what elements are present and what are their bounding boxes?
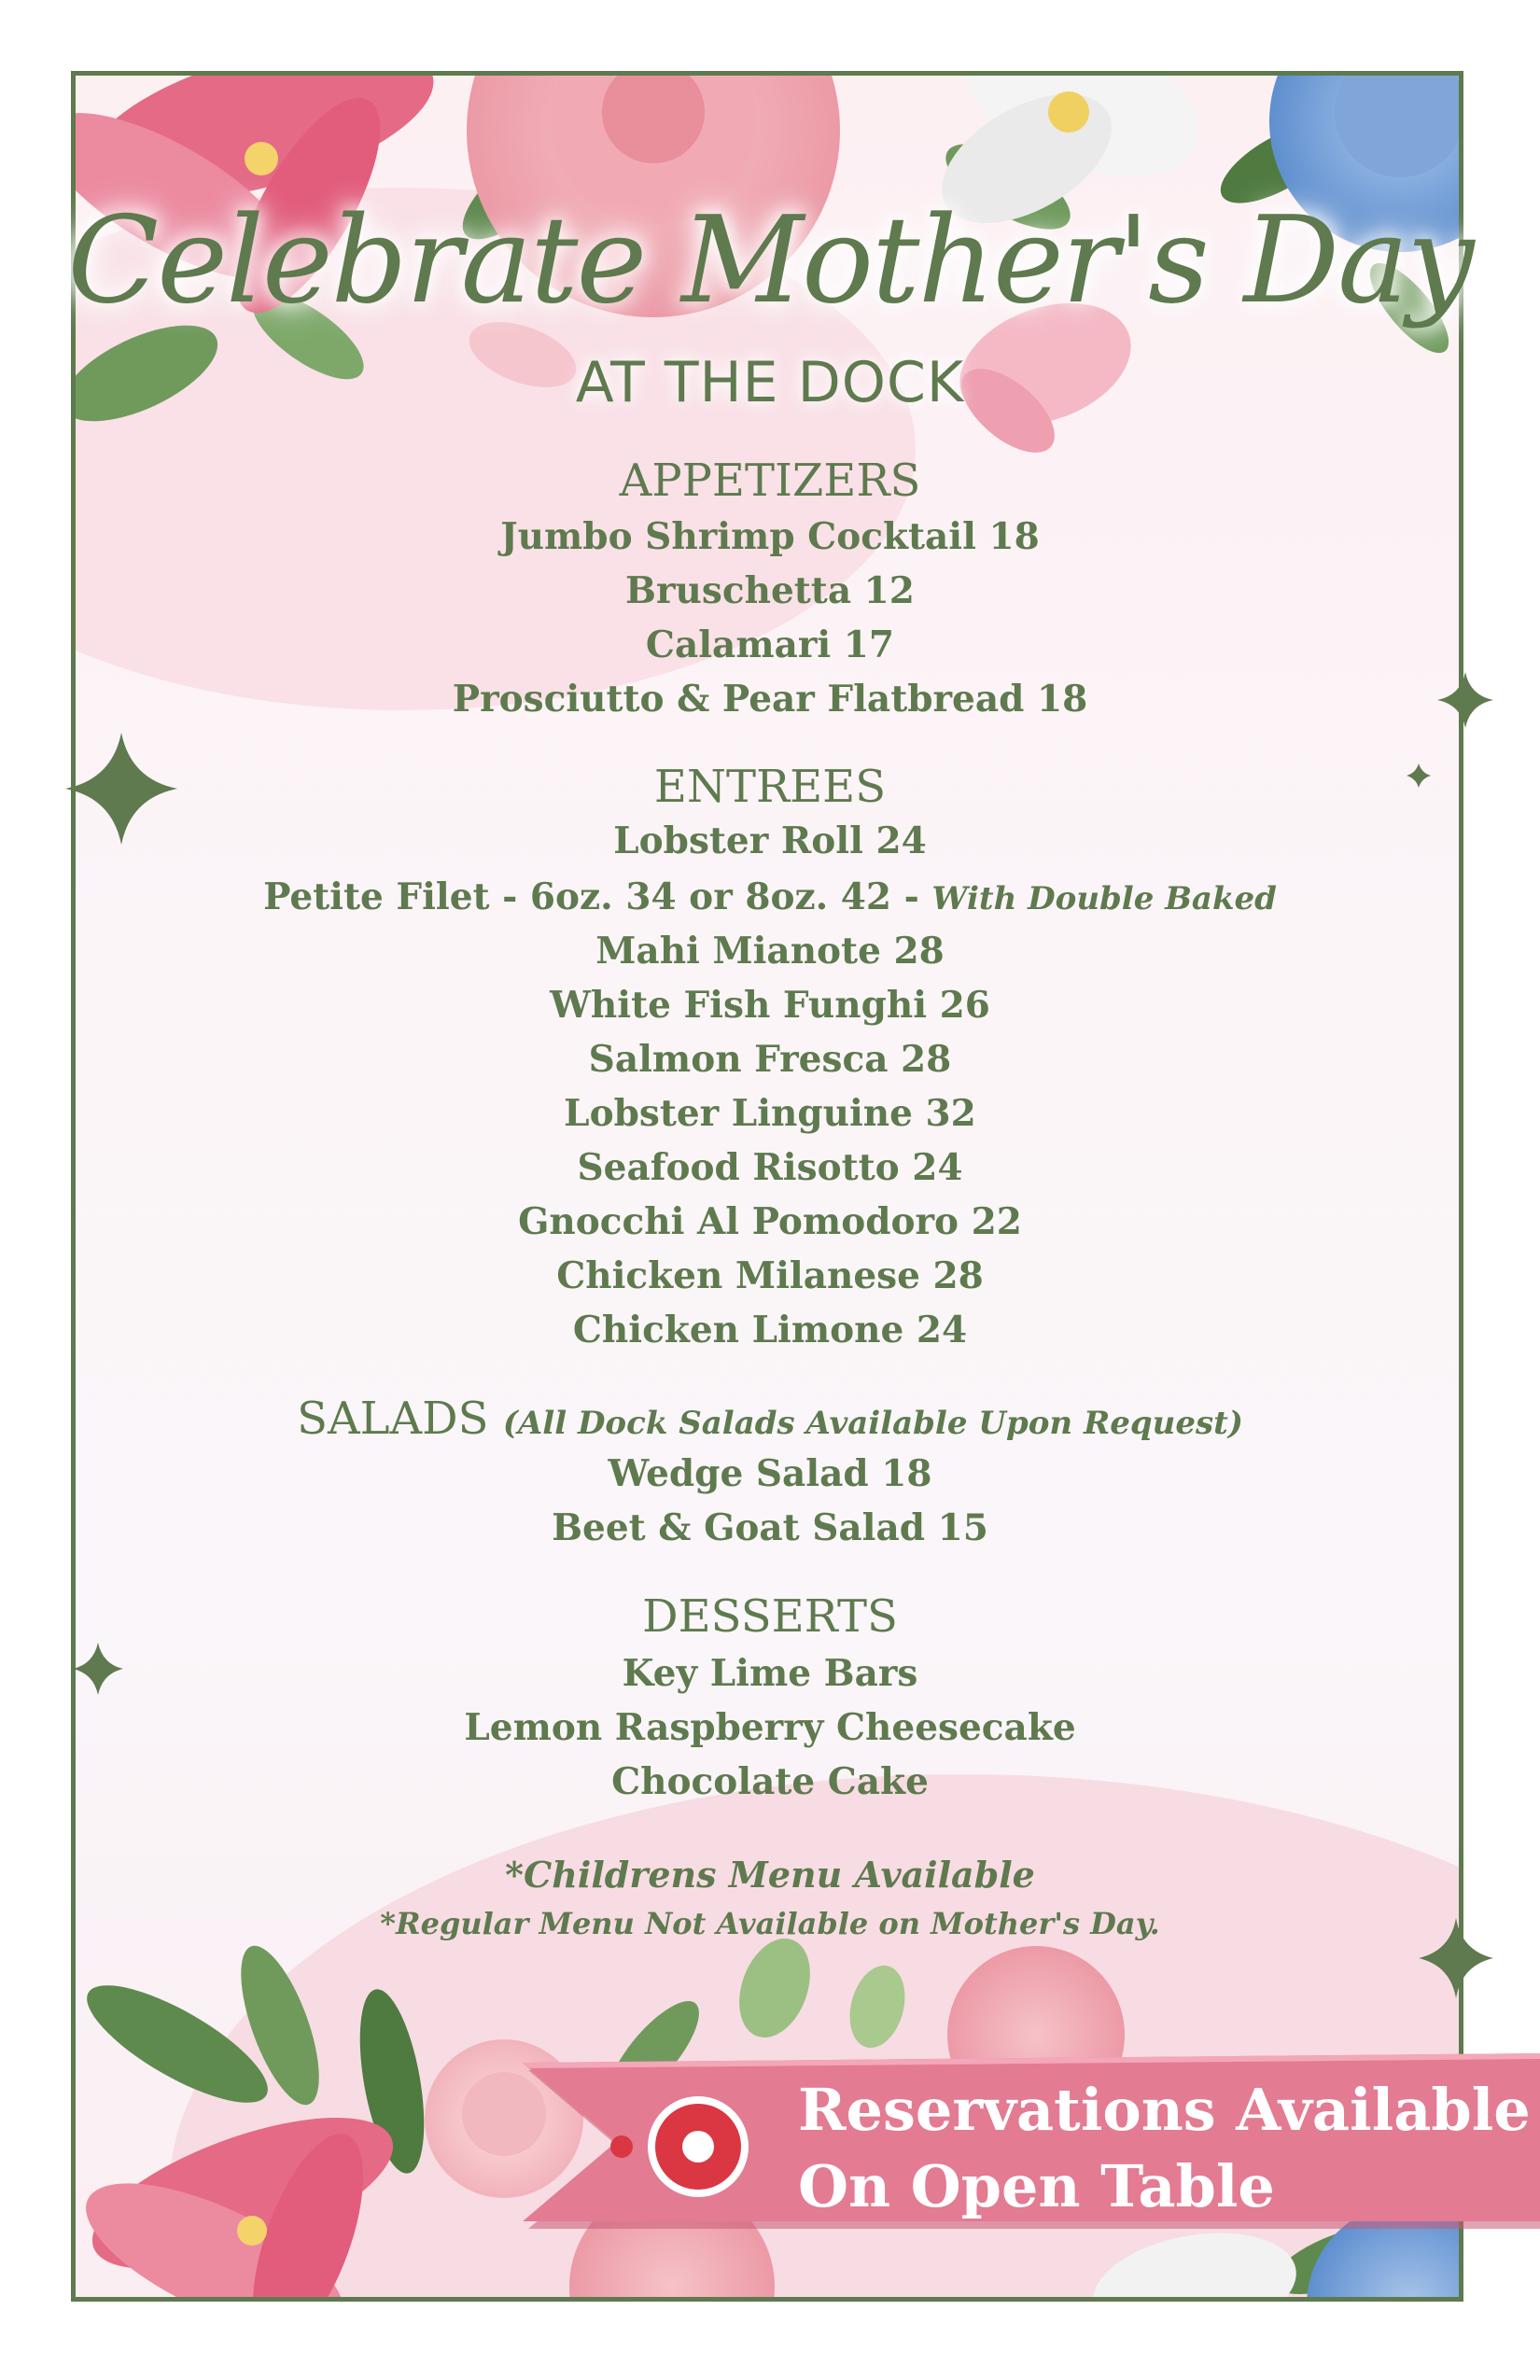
menu-item: Chicken Milanese 28 (556, 1254, 984, 1297)
salads-heading: SALADS (297, 1393, 489, 1445)
filet-item-label: Petite Filet - 6oz. 34 or 8oz. 42 - (263, 875, 919, 918)
opentable-logo-icon (607, 2091, 775, 2203)
menu-item: Lobster Linguine 32 (564, 1092, 976, 1135)
menu-item: Prosciutto & Pear Flatbread 18 (452, 678, 1088, 721)
menu-subtitle: AT THE DOCK (575, 350, 965, 415)
salads-heading-row (0, 1393, 1540, 1445)
menu-item: Lobster Roll 24 (613, 819, 927, 862)
entrees-heading: ENTREES (653, 761, 887, 813)
menu-item: White Fish Funghi 26 (550, 984, 990, 1027)
filet-item-note: With Double Baked (931, 880, 1277, 917)
menu-item-filet (0, 875, 1540, 918)
appetizers-heading: APPETIZERS (619, 455, 921, 507)
menu-item: Bruschetta 12 (625, 569, 915, 612)
childrens-menu-note: *Childrens Menu Available (505, 1854, 1035, 1896)
regular-menu-note: *Regular Menu Not Available on Mother's Day. (380, 1906, 1160, 1941)
menu-item: Key Lime Bars (622, 1652, 918, 1695)
menu-item: Salmon Fresca 28 (588, 1038, 952, 1081)
white-flower-icon (1085, 2219, 1305, 2356)
menu-item: Chocolate Cake (611, 1760, 929, 1803)
menu-item: Calamari 17 (645, 623, 895, 666)
menu-item: Jumbo Shrimp Cocktail 18 (500, 515, 1040, 558)
banner-line-1: Reservations Available (798, 2076, 1531, 2144)
menu-item: Beet & Goat Salad 15 (552, 1506, 988, 1549)
menu-item: Seafood Risotto 24 (577, 1146, 963, 1189)
menu-item: Chicken Limone 24 (572, 1309, 968, 1351)
desserts-heading: DESSERTS (642, 1590, 898, 1643)
menu-item: Wedge Salad 18 (608, 1452, 932, 1495)
menu-item: Lemon Raspberry Cheesecake (464, 1706, 1076, 1749)
salads-note: (All Dock Salads Available Upon Request) (502, 1405, 1243, 1442)
menu-item: Gnocchi Al Pomodoro 22 (518, 1200, 1022, 1243)
menu-item: Mahi Mianote 28 (595, 930, 945, 973)
pink-lily-icon (66, 2086, 411, 2364)
banner-line-2: On Open Table (798, 2152, 1275, 2220)
menu-title: Celebrate Mother's Day (67, 191, 1473, 330)
